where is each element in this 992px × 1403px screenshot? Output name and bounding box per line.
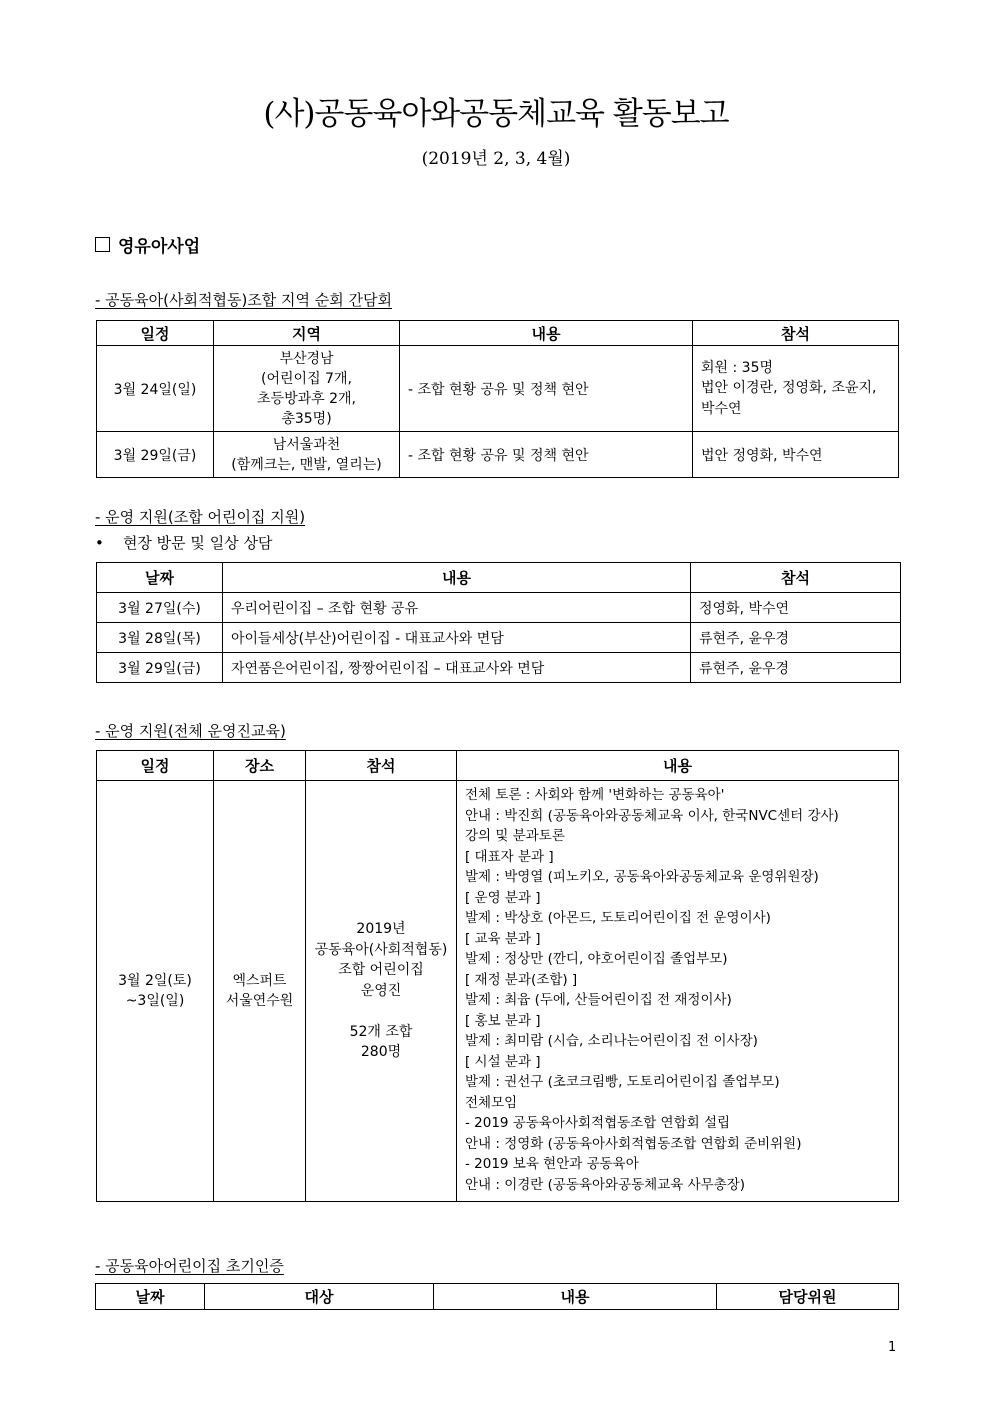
t2-content: 아이들세상(부산)어린이집 - 대표교사와 면담 (223, 623, 691, 653)
t2-content: 우리어린이집 – 조합 현황 공유 (223, 593, 691, 623)
t4-header-manager: 담당위원 (717, 1284, 899, 1310)
table-row (97, 593, 901, 623)
t1-header-attend: 참석 (693, 321, 899, 346)
t2-date: 3월 27일(수) (97, 593, 223, 623)
page-subtitle: (2019년 2, 3, 4월) (421, 149, 571, 169)
t4-header-date: 날짜 (96, 1284, 205, 1310)
t4-table (95, 1283, 899, 1310)
table-row (97, 346, 899, 432)
table-row (97, 432, 899, 478)
t4-heading: - 공동육아어린이집 초기인증 (95, 1257, 284, 1275)
t3-header-attend: 참석 (306, 751, 457, 781)
table-row (97, 653, 901, 683)
t1-attend: 법안 정영화, 박수연 (693, 432, 899, 478)
t4-header-target: 대상 (205, 1284, 434, 1310)
table-row (97, 623, 901, 653)
t3-header-content: 내용 (457, 751, 899, 781)
t2-bullet-text: 현장 방문 및 일상 상담 (122, 534, 273, 552)
section-label: 영유아사업 (118, 237, 201, 257)
t2-table (96, 562, 901, 683)
t1-header-date: 일정 (97, 321, 214, 346)
checkbox-square-icon (95, 237, 110, 252)
t2-header-date: 날짜 (97, 563, 223, 593)
t2-date: 3월 28일(목) (97, 623, 223, 653)
t2-attend: 정영화, 박수연 (691, 593, 901, 623)
t2-bullet (95, 532, 272, 553)
t1-heading: - 공동육아(사회적협동)조합 지역 순회 간담회 (95, 291, 393, 309)
t3-date: 3월 2일(토) ~3일(일) (97, 781, 214, 1202)
page-number: 1 (888, 1340, 897, 1355)
t1-attend: 회원 : 35명 법안 이경란, 정영화, 조윤지, 박수연 (693, 346, 899, 432)
t2-date: 3월 29일(금) (97, 653, 223, 683)
t1-content: - 조합 현황 공유 및 정책 현안 (400, 432, 693, 478)
t3-header-date: 일정 (97, 751, 214, 781)
t1-header-content: 내용 (400, 321, 693, 346)
t1-region: 부산경남 (어린이집 7개, 초등방과후 2개, 총35명) (214, 346, 400, 432)
section-heading (95, 232, 200, 257)
t1-region: 남서울과천 (함께크는, 맨발, 열리는) (214, 432, 400, 478)
t3-attend: 2019년 공동육아(사회적협동) 조합 어린이집 운영진 52개 조합 280명 (306, 781, 457, 1202)
t1-content: - 조합 현황 공유 및 정책 현안 (400, 346, 693, 432)
t2-header-content: 내용 (223, 563, 691, 593)
t3-content: 전체 토론 : 사회와 함께 '변화하는 공동육아' 안내 : 박진희 (공동육아와공동체교육 이사, 한국NVC센터 강사) 강의 및 분과토론 [ 대표자 분과 ] 발제 : 박영열 (피노키오, 공동육아와공동체교육 운영위원장) [ 운영 분과 ] 발제 : 박상호 (아몬드, 도토리어린이집 전 운영이사) [ 교육 분과 ] 발제 : 정상만 (깐디, 야호어린이집 졸업부모) [ 재정 분과(조합) ] 발제 : 최윱 (두에, 산들어린이집 전 재정이사) [ 홍보 분과 ] 발제 : 최미람 (시습, 소리나는어린이집 전 이사장) [ 시설 분과 ] 발제 : 권선구 (초코크림빵, 도토리어린이집 졸업부모) 전체모임 - 2019 공동육아사회적협동조합 연합회 설립 안내 : 정영화 (공동육아사회적협동조합 연합회 준비위원) - 2019 보육 현안과 공동육아 안내 : 이경란 (공동육아와공동체교육 사무총장) (457, 781, 899, 1202)
t4-header-content: 내용 (434, 1284, 717, 1310)
bullet-icon: • (95, 534, 104, 552)
t1-table (96, 320, 899, 478)
page-title: (사)공동육아와공동체교육 활동보고 (263, 96, 729, 132)
t1-header-region: 지역 (214, 321, 400, 346)
t3-header-place: 장소 (214, 751, 306, 781)
t2-content: 자연품은어린이집, 짱짱어린이집 – 대표교사와 면담 (223, 653, 691, 683)
t2-attend: 류현주, 윤우경 (691, 653, 901, 683)
t2-header-attend: 참석 (691, 563, 901, 593)
table-row (97, 781, 899, 1202)
t3-heading: - 운영 지원(전체 운영진교육) (95, 722, 286, 740)
t1-date: 3월 24일(일) (97, 346, 214, 432)
t1-date: 3월 29일(금) (97, 432, 214, 478)
t3-place: 엑스퍼트 서울연수원 (214, 781, 306, 1202)
t2-heading: - 운영 지원(조합 어린이집 지원) (95, 508, 306, 526)
t2-attend: 류현주, 윤우경 (691, 623, 901, 653)
t3-table (96, 750, 899, 1202)
